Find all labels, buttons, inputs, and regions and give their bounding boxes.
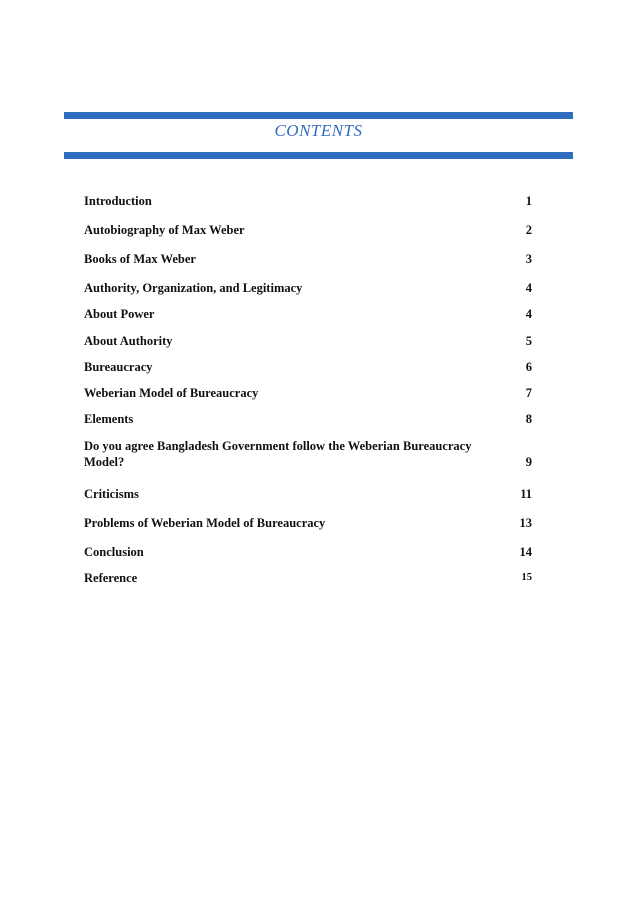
toc-entry-title: About Authority bbox=[84, 334, 173, 348]
heading-rule-bottom bbox=[64, 152, 573, 159]
toc-entry bbox=[84, 193, 532, 209]
toc-entry-title: About Power bbox=[84, 307, 155, 321]
toc-entry bbox=[84, 515, 532, 531]
toc-entry-page: 14 bbox=[519, 545, 532, 559]
toc-entry-title: Problems of Weberian Model of Bureaucracy bbox=[84, 516, 326, 530]
toc-entry-page: 3 bbox=[525, 252, 532, 266]
toc-entry bbox=[84, 280, 532, 296]
toc-entry-title: Elements bbox=[84, 412, 134, 426]
toc-entry-page: 6 bbox=[525, 360, 532, 374]
toc-entry-page: 2 bbox=[525, 223, 532, 237]
toc-entry bbox=[84, 222, 532, 238]
toc-entry-title: Books of Max Weber bbox=[84, 252, 196, 266]
toc-entry-title: Criticisms bbox=[84, 487, 139, 501]
toc-entry bbox=[84, 438, 532, 470]
toc-entry-page: 13 bbox=[519, 516, 532, 530]
toc-entry-page: 4 bbox=[525, 307, 532, 321]
toc-entry bbox=[84, 359, 532, 375]
toc-entry-title: Autobiography of Max Weber bbox=[84, 223, 245, 237]
toc-entry-page: 1 bbox=[525, 194, 532, 208]
toc-entry-title: Weberian Model of Bureaucracy bbox=[84, 386, 259, 400]
toc-entry-title: Reference bbox=[84, 571, 138, 585]
toc-entry-page: 11 bbox=[520, 487, 532, 501]
toc-entry bbox=[84, 486, 532, 502]
toc-entry bbox=[84, 333, 532, 349]
toc-entry-page: 15 bbox=[521, 572, 532, 583]
toc-entry-title: Do you agree Bangladesh Government follow the Weberian Bureaucracy Model? bbox=[84, 439, 472, 469]
toc-entry-title: Introduction bbox=[84, 194, 152, 208]
toc-entry-title: Authority, Organization, and Legitimacy bbox=[84, 281, 303, 295]
toc-entry bbox=[84, 385, 532, 401]
toc-entry-title: Conclusion bbox=[84, 545, 144, 559]
toc-entry bbox=[84, 306, 532, 322]
toc-entry bbox=[84, 544, 532, 560]
toc-entry-page: 5 bbox=[525, 334, 532, 348]
toc-entry-page: 8 bbox=[525, 412, 532, 426]
heading-rule-top bbox=[64, 112, 573, 119]
toc-entry bbox=[84, 411, 532, 427]
toc-entry-page: 9 bbox=[525, 455, 532, 469]
toc-entry bbox=[84, 251, 532, 267]
toc-entry-page: 4 bbox=[525, 281, 532, 295]
toc-entry bbox=[84, 570, 532, 586]
contents-heading: CONTENTS bbox=[274, 121, 363, 140]
toc-entry-title: Bureaucracy bbox=[84, 360, 153, 374]
toc-entry-page: 7 bbox=[525, 386, 532, 400]
